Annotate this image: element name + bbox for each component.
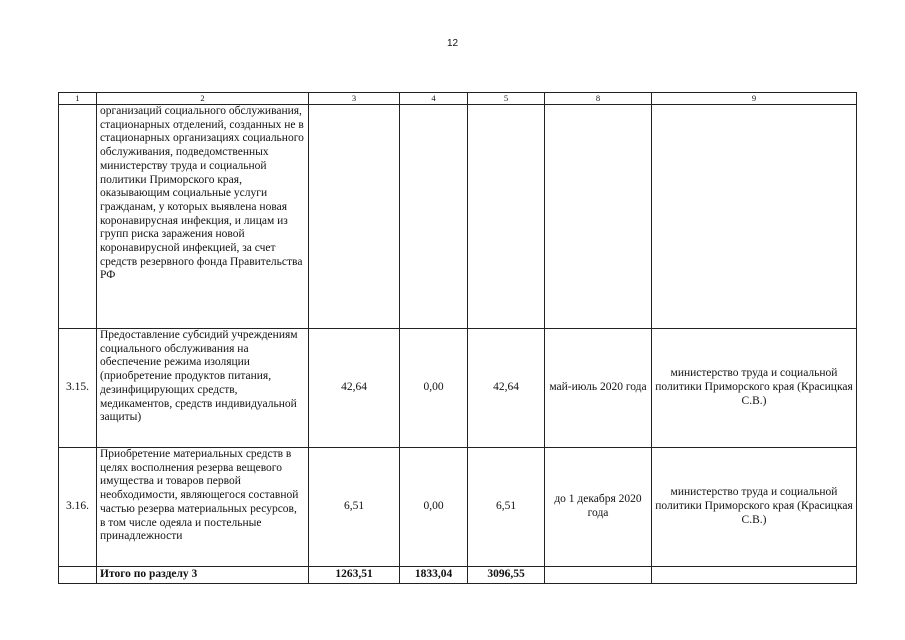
value-col5: 6,51	[468, 448, 545, 567]
total-col5: 3096,55	[468, 567, 545, 584]
table-row	[59, 105, 857, 329]
header-cell: 8	[545, 93, 652, 105]
total-row	[59, 567, 857, 584]
value-col4: 0,00	[400, 448, 468, 567]
total-col4: 1833,04	[400, 567, 468, 584]
table-row	[59, 448, 857, 567]
period-col8	[545, 105, 652, 329]
header-cell: 9	[652, 93, 857, 105]
value-col3: 6,51	[309, 448, 400, 567]
value-col3: 42,64	[309, 329, 400, 448]
total-col8	[545, 567, 652, 584]
header-row	[59, 93, 857, 105]
period-col8: до 1 декабря 2020 года	[545, 448, 652, 567]
value-col5	[468, 105, 545, 329]
period-col8: май-июль 2020 года	[545, 329, 652, 448]
header-cell: 1	[59, 93, 97, 105]
row-number: 3.16.	[59, 448, 97, 567]
total-label: Итого по разделу 3	[97, 567, 309, 584]
budget-table	[58, 92, 857, 584]
value-col4	[400, 105, 468, 329]
header-cell: 5	[468, 93, 545, 105]
row-number	[59, 567, 97, 584]
table-row	[59, 329, 857, 448]
responsible-col9	[652, 105, 857, 329]
value-col3	[309, 105, 400, 329]
responsible-col9: министерство труда и социальной политики Приморского края (Красицкая С.В.)	[652, 329, 857, 448]
header-cell: 3	[309, 93, 400, 105]
responsible-col9: министерство труда и социальной политики Приморского края (Красицкая С.В.)	[652, 448, 857, 567]
page-number: 12	[446, 38, 459, 49]
row-description: Приобретение материальных средств в целях восполнения резерва вещевого имущества и товаров первой необходимости, являющегося составной частью резерва материальных ресурсов, в том числе одеяла и постельные принадлежности	[97, 448, 309, 567]
row-number	[59, 105, 97, 329]
row-description: Предоставление субсидий учреждениям социального обслуживания на обеспечение режима изоляции (приобретение продуктов питания, дезинфицирующих средств, медикаментов, средств индивидуальной защиты)	[97, 329, 309, 448]
total-col9	[652, 567, 857, 584]
header-cell: 4	[400, 93, 468, 105]
row-number: 3.15.	[59, 329, 97, 448]
header-cell: 2	[97, 93, 309, 105]
value-col4: 0,00	[400, 329, 468, 448]
value-col5: 42,64	[468, 329, 545, 448]
row-description: организаций социального обслуживания, стационарных отделений, созданных не в стационарных организациях социального обслуживания, подведомственных министерству труда и социальной политики Приморского края, оказывающим социальные услуги гражданам, у которых выявлена новая коронавирусная инфекция, и лицам из групп риска заражения новой коронавирусной инфекцией, за счет средств резервного фонда Правительства РФ	[97, 105, 309, 329]
total-col3: 1263,51	[309, 567, 400, 584]
